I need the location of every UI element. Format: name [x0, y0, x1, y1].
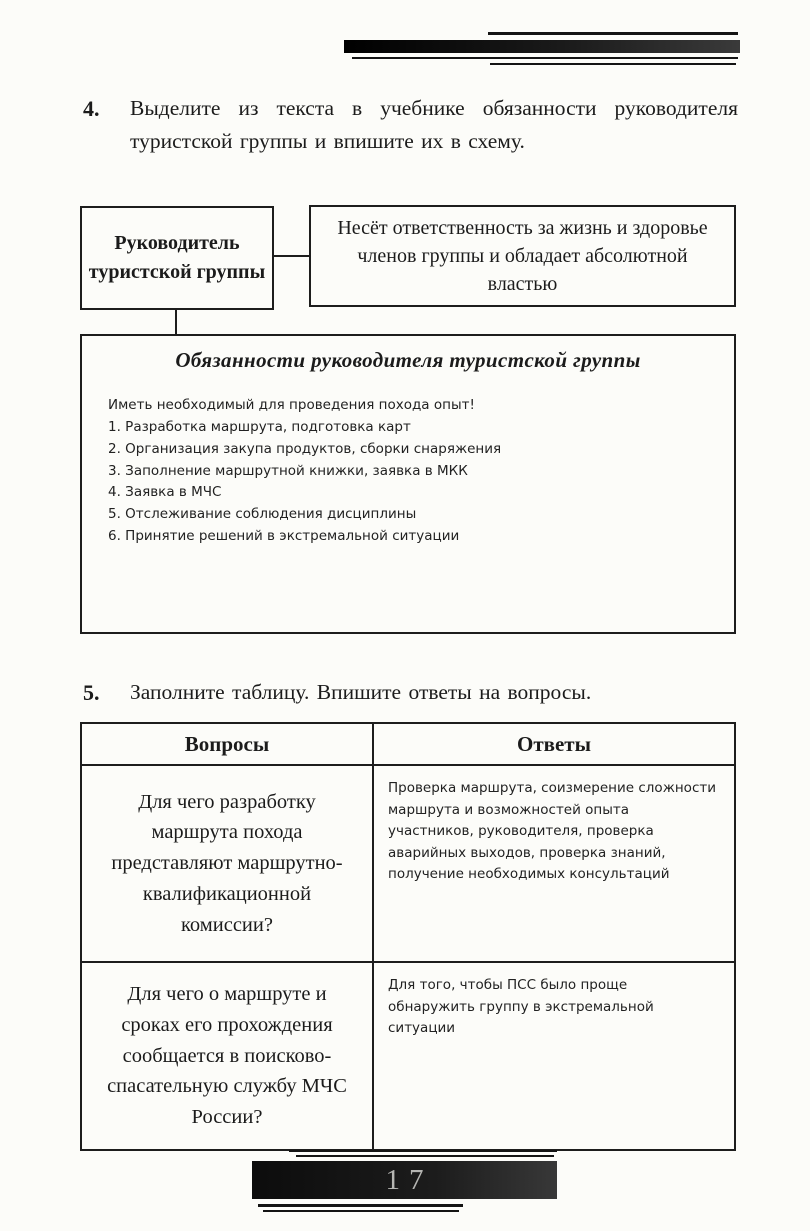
connector-vertical	[175, 310, 177, 334]
connector-horizontal	[274, 255, 309, 257]
bottom-decor-line-4	[263, 1210, 459, 1212]
duties-intro: Иметь необходимый для проведения похода опыт!	[108, 397, 475, 413]
responsibility-box: Несёт ответственность за жизнь и здоровье членов группы и обладает абсолютной властью	[309, 205, 736, 307]
bottom-decor-line-3	[258, 1204, 463, 1207]
task-4-prompt: Выделите из текста в учебнике обязанности руководителя туристской группы и впишите их в схему.	[130, 96, 738, 154]
task-5-heading	[83, 676, 738, 709]
task-4-number: 4.	[83, 96, 100, 121]
task-4-heading	[83, 92, 738, 159]
duties-answer-area	[108, 395, 712, 548]
question-cell-2: Для чего о маршруте и сроках его прохождения сообщается в поисково-спасательную службу МЧС России?	[81, 962, 373, 1150]
table-row	[81, 962, 735, 1150]
bottom-decor-line-2	[296, 1155, 554, 1157]
duties-title: Обязанности руководителя туристской группы	[175, 348, 641, 372]
qa-table	[80, 722, 736, 1151]
top-decor-line-2	[352, 57, 738, 59]
duty-item-2: 2. Организация закупа продуктов, сборки снаряжения	[108, 440, 502, 457]
duty-item-1: 1. Разработка маршрута, подготовка карт	[108, 418, 411, 435]
answer-cell-2: Для того, чтобы ПСС было проще обнаружить группу в экстремальной ситуации	[373, 962, 735, 1150]
top-decor-bar	[344, 40, 740, 53]
leader-box: Руководитель туристской группы	[80, 206, 274, 310]
qa-header-answers: Ответы	[373, 723, 735, 765]
qa-header-questions: Вопросы	[81, 723, 373, 765]
task-5-prompt: Заполните таблицу. Впишите ответы на вопросы.	[130, 680, 592, 704]
answer-cell-1: Проверка маршрута, соизмерение сложности маршрута и возможностей опыта участников, руководителя, проверка аварийных выходов, проверка знаний, получение необходимых консультаций	[373, 765, 735, 962]
top-decor-line-1	[488, 32, 738, 35]
table-row	[81, 765, 735, 962]
top-decor-line-3	[490, 63, 736, 65]
duty-item-5: 5. Отслеживание соблюдения дисциплины	[108, 506, 417, 523]
bottom-decor-line-1	[289, 1150, 557, 1152]
question-cell-1: Для чего разработку маршрута похода представляют маршрутно-квалификационной комиссии?	[81, 765, 373, 962]
page-number-bar	[252, 1161, 557, 1199]
duties-box	[80, 334, 736, 634]
task-5-number: 5.	[83, 680, 100, 705]
table-header-row	[81, 723, 735, 765]
duty-item-3: 3. Заполнение маршрутной книжки, заявка в МКК	[108, 462, 468, 479]
page-number: 17	[385, 1163, 433, 1196]
duty-item-6: 6. Принятие решений в экстремальной ситуации	[108, 528, 460, 545]
duty-item-4: 4. Заявка в МЧС	[108, 484, 222, 501]
